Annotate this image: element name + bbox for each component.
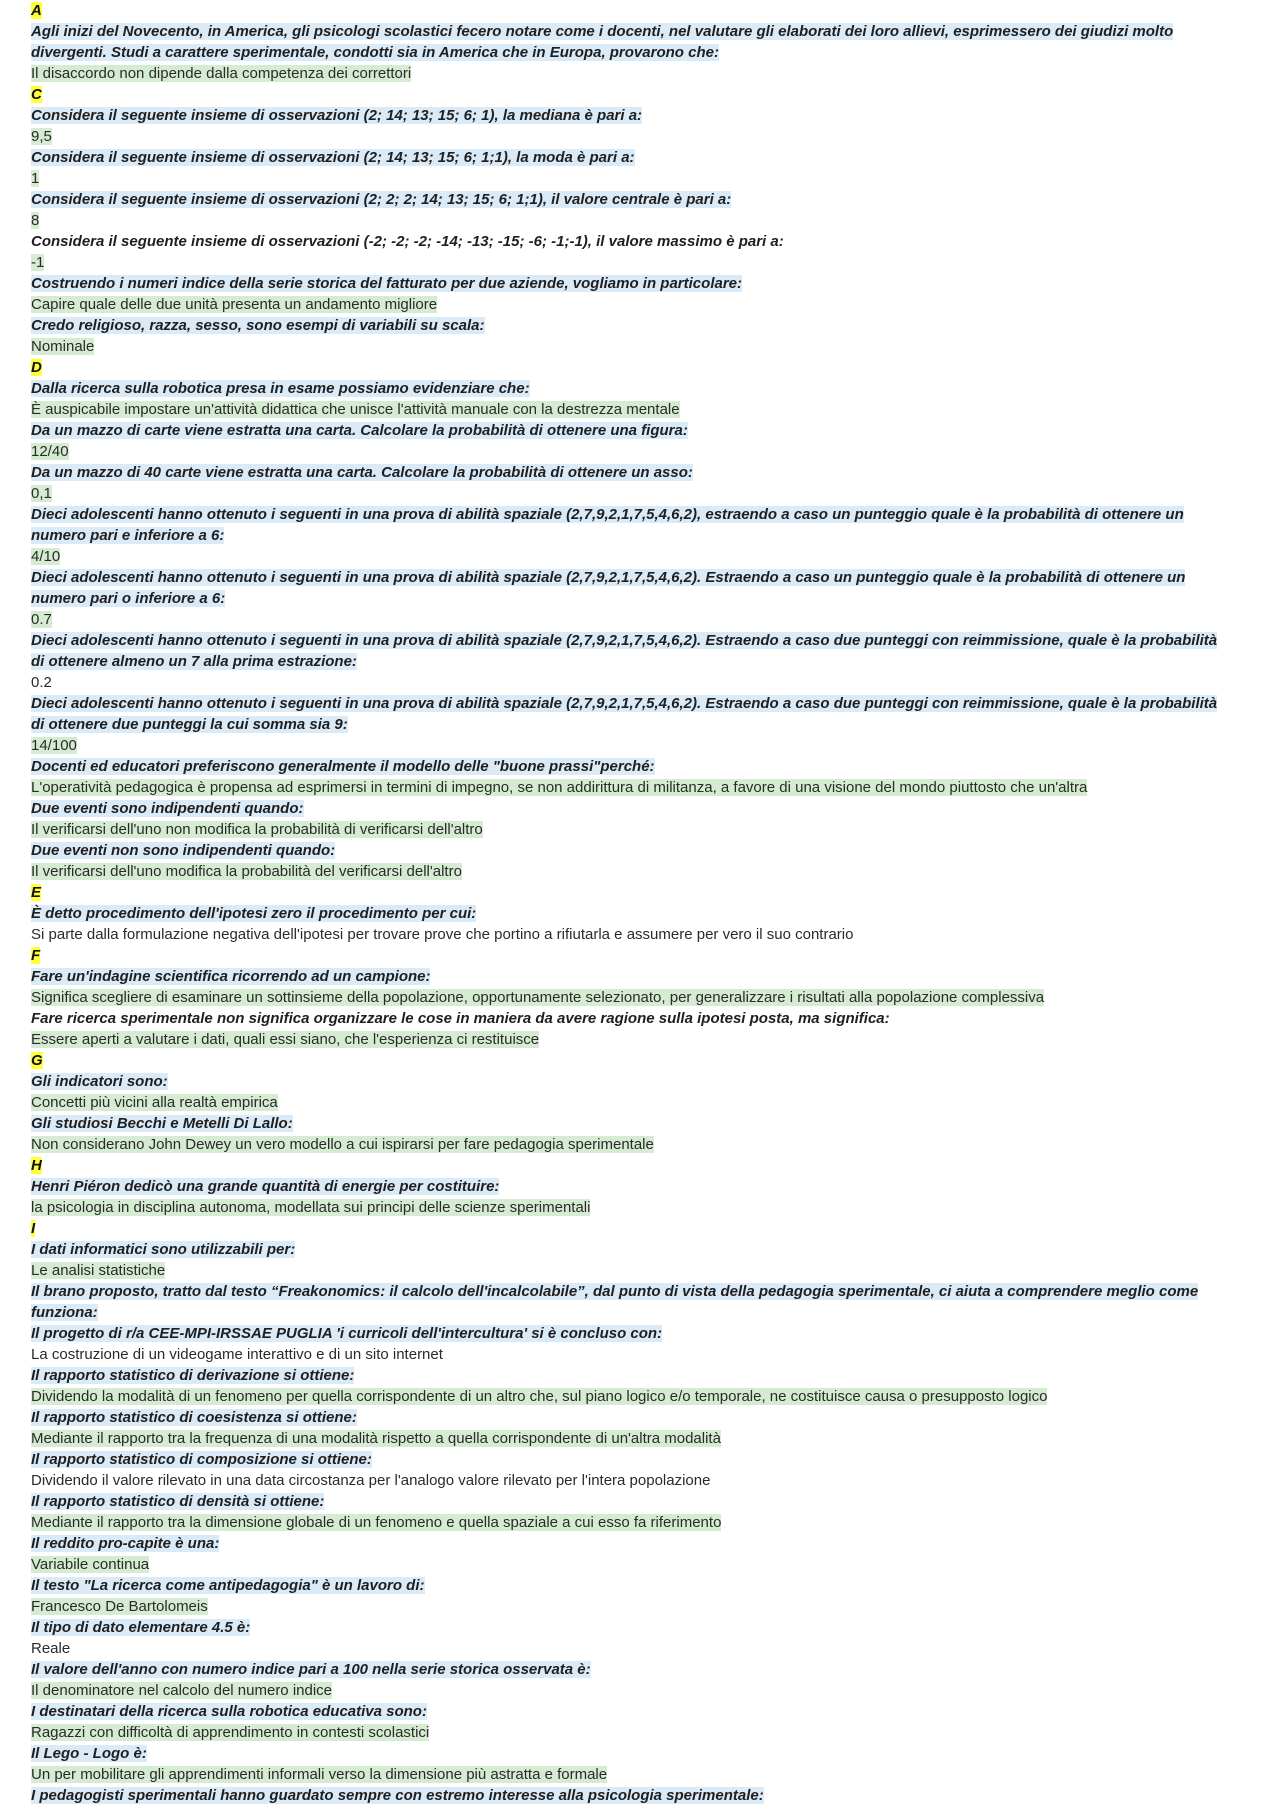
answer-text: [31, 294, 1221, 315]
question-label: Costruendo i numeri indice della serie storica del fatturato per due aziende, vogliamo in particolare:: [31, 275, 742, 292]
question-text: [31, 1575, 1221, 1596]
answer-label: Francesco De Bartolomeis: [31, 1598, 208, 1615]
answer-label: -1: [31, 254, 45, 271]
answer-label: Mediante il rapporto tra la dimensione globale di un fenomeno e quella spaziale a cui esso fa riferimento: [31, 1514, 722, 1531]
answer-text: [31, 1386, 1221, 1407]
question-text: [31, 105, 1221, 126]
question-label: Due eventi sono indipendenti quando:: [31, 800, 304, 817]
question-label: Il rapporto statistico di densità si ottiene:: [31, 1493, 325, 1510]
question-label: Il reddito pro-capite è una:: [31, 1535, 220, 1552]
question-text: [31, 420, 1221, 441]
question-label: Considera il seguente insieme di osservazioni (2; 14; 13; 15; 6; 1), la mediana è pari a:: [31, 107, 643, 124]
answer-text: [31, 546, 1221, 567]
section-letter: [31, 357, 1221, 378]
question-label: Henri Piéron dedicò una grande quantità di energie per costituire:: [31, 1178, 500, 1195]
answer-label: 14/100: [31, 737, 77, 754]
question-text: [31, 1491, 1221, 1512]
question-text: [31, 504, 1221, 546]
question-text: [31, 147, 1221, 168]
question-text: [31, 1281, 1221, 1323]
answer-text: [31, 819, 1221, 840]
question-text: [31, 1239, 1221, 1260]
question-text: [31, 1701, 1221, 1722]
answer-text: [31, 63, 1221, 84]
question-text: [31, 1617, 1221, 1638]
question-text: [31, 693, 1221, 735]
answer-label: È auspicabile impostare un'attività didattica che unisce l'attività manuale con la destrezza mentale: [31, 401, 680, 418]
answer-label: Non considerano John Dewey un vero modello a cui ispirarsi per fare pedagogia sperimentale: [31, 1136, 654, 1153]
question-text: [31, 1533, 1221, 1554]
answer-text: [31, 735, 1221, 756]
section-letter-label: C: [31, 86, 42, 103]
section-letter-label: E: [31, 884, 42, 901]
answer-label: Mediante il rapporto tra la frequenza di una modalità rispetto a quella corrispondente di un'altra modalità: [31, 1430, 721, 1447]
answer-text: [31, 1134, 1221, 1155]
answer-label: Essere aperti a valutare i dati, quali essi siano, che l'esperienza ci restituisce: [31, 1031, 540, 1048]
section-letter-label: F: [31, 947, 41, 964]
question-label: I dati informatici sono utilizzabili per:: [31, 1241, 296, 1258]
answer-text: [31, 1260, 1221, 1281]
answer-text: [31, 861, 1221, 882]
question-label: Il Lego - Logo è:: [31, 1745, 147, 1762]
section-letter-label: G: [31, 1052, 43, 1069]
answer-text: [31, 777, 1221, 798]
answer-label: Concetti più vicini alla realtà empirica: [31, 1094, 278, 1111]
question-text: [31, 1176, 1221, 1197]
question-label: I destinatari della ricerca sulla robotica educativa sono:: [31, 1703, 427, 1720]
answer-text: [31, 1554, 1221, 1575]
section-letter-label: H: [31, 1157, 42, 1174]
answer-text: [31, 1092, 1221, 1113]
answer-text: [31, 1722, 1221, 1743]
question-label: Il rapporto statistico di composizione si ottiene:: [31, 1451, 372, 1468]
answer-label: 0.2: [31, 674, 52, 691]
question-label: Da un mazzo di carte viene estratta una carta. Calcolare la probabilità di ottenere una figura:: [31, 422, 688, 439]
answer-text: [31, 1680, 1221, 1701]
question-label: Agli inizi del Novecento, in America, gli psicologi scolastici fecero notare come i docenti, nel valutare gli elaborati dei loro allievi, esprimessero dei giudizi molto divergenti. Studi a carattere sperimentale, condotti sia in America che in Europa, provarono che:: [31, 23, 1174, 61]
question-label: È detto procedimento dell'ipotesi zero il procedimento per cui:: [31, 905, 477, 922]
question-label: Il brano proposto, tratto dal testo “Freakonomics: il calcolo dell'incalcolabile”, dal punto di vista della pedagogia sperimentale, ci aiuta a comprendere meglio come funziona:: [31, 1283, 1199, 1321]
question-label: Il valore dell'anno con numero indice pari a 100 nella serie storica osservata è:: [31, 1661, 591, 1678]
question-label: Il rapporto statistico di derivazione si ottiene:: [31, 1367, 355, 1384]
question-text: [31, 567, 1221, 609]
question-label: Dieci adolescenti hanno ottenuto i seguenti in una prova di abilità spaziale (2,7,9,2,1,7,5,4,6,2). Estraendo a caso due punteggi con reimmissione, quale è la probabilità di ottenere due punteggi la cui somma sia 9:: [31, 695, 1218, 733]
question-text: [31, 1449, 1221, 1470]
question-text: [31, 1659, 1221, 1680]
answer-text: [31, 399, 1221, 420]
answer-text: [31, 1428, 1221, 1449]
answer-label: la psicologia in disciplina autonoma, modellata sui principi delle scienze sperimentali: [31, 1199, 591, 1216]
answer-label: La costruzione di un videogame interattivo e di un sito internet: [31, 1346, 443, 1363]
answer-label: Variabile continua: [31, 1556, 150, 1573]
question-label: I pedagogisti sperimentali hanno guardato sempre con estremo interesse alla psicologia sperimentale:: [31, 1787, 764, 1804]
answer-text: [31, 1596, 1221, 1617]
answer-label: 8: [31, 212, 40, 229]
question-text: [31, 1071, 1221, 1092]
question-text: [31, 1323, 1221, 1344]
question-label: Il progetto di r/a CEE-MPI-IRSSAE PUGLIA 'i curricoli dell'intercultura' si è concluso con:: [31, 1325, 663, 1342]
answer-label: Capire quale delle due unità presenta un andamento migliore: [31, 296, 438, 313]
question-text: [31, 378, 1221, 399]
answer-text: [31, 1029, 1221, 1050]
answer-text: [31, 1470, 1221, 1491]
answer-label: Il denominatore nel calcolo del numero indice: [31, 1682, 333, 1699]
section-letter: [31, 84, 1221, 105]
question-label: Fare ricerca sperimentale non significa organizzare le cose in maniera da avere ragione sulla ipotesi posta, ma significa:: [31, 1010, 890, 1027]
answer-text: [31, 1764, 1221, 1785]
answer-label: 0,1: [31, 485, 52, 502]
question-text: [31, 315, 1221, 336]
question-text: [31, 21, 1221, 63]
question-label: Considera il seguente insieme di osservazioni (-2; -2; -2; -14; -13; -15; -6; -1;-1), il valore massimo è pari a:: [31, 233, 784, 250]
section-letter: [31, 882, 1221, 903]
answer-label: L'operatività pedagogica è propensa ad esprimersi in termini di impegno, se non addirittura di militanza, a favore di una visione del mondo piuttosto che un'altra: [31, 779, 1088, 796]
question-label: Dieci adolescenti hanno ottenuto i seguenti in una prova di abilità spaziale (2,7,9,2,1,7,5,4,6,2). Estraendo a caso due punteggi con reimmissione, quale è la probabilità di ottenere almeno un 7 alla prima estrazione:: [31, 632, 1218, 670]
question-text: [31, 1365, 1221, 1386]
question-text: [31, 1743, 1221, 1764]
question-text: [31, 630, 1221, 672]
section-letter: [31, 945, 1221, 966]
answer-label: Dividendo la modalità di un fenomeno per quella corrispondente di un altro che, sul piano logico e/o temporale, ne costituisce causa o presupposto logico: [31, 1388, 1048, 1405]
question-text: [31, 1407, 1221, 1428]
question-label: Considera il seguente insieme di osservazioni (2; 14; 13; 15; 6; 1;1), la moda è pari a:: [31, 149, 635, 166]
section-letter-label: D: [31, 359, 42, 376]
answer-text: [31, 987, 1221, 1008]
question-text: [31, 1113, 1221, 1134]
section-letter-label: I: [31, 1220, 36, 1237]
answer-label: 9,5: [31, 128, 52, 145]
question-text: [31, 273, 1221, 294]
question-label: Considera il seguente insieme di osservazioni (2; 2; 2; 14; 13; 15; 6; 1;1), il valore centrale è pari a:: [31, 191, 732, 208]
answer-label: 4/10: [31, 548, 61, 565]
answer-label: Il verificarsi dell'uno modifica la probabilità del verificarsi dell'altro: [31, 863, 462, 880]
answer-text: [31, 336, 1221, 357]
question-text: [31, 903, 1221, 924]
answer-label: Il verificarsi dell'uno non modifica la probabilità di verificarsi dell'altro: [31, 821, 483, 838]
document-page: [31, 0, 1221, 1806]
answer-text: [31, 1512, 1221, 1533]
question-label: Il testo "La ricerca come antipedagogia" è un lavoro di:: [31, 1577, 425, 1594]
section-letter: [31, 1155, 1221, 1176]
answer-text: [31, 1638, 1221, 1659]
section-letter: [31, 0, 1221, 21]
section-letter-label: A: [31, 2, 42, 19]
answer-text: [31, 924, 1221, 945]
question-label: Credo religioso, razza, sesso, sono esempi di variabili su scala:: [31, 317, 485, 334]
question-text: [31, 966, 1221, 987]
question-text: [31, 1008, 1221, 1029]
answer-text: [31, 441, 1221, 462]
answer-text: [31, 483, 1221, 504]
section-letter: [31, 1050, 1221, 1071]
question-text: [31, 1785, 1221, 1806]
answer-text: [31, 168, 1221, 189]
answer-label: 0.7: [31, 611, 52, 628]
answer-label: Nominale: [31, 338, 95, 355]
answer-label: Ragazzi con difficoltà di apprendimento in contesti scolastici: [31, 1724, 430, 1741]
question-text: [31, 189, 1221, 210]
answer-text: [31, 672, 1221, 693]
question-text: [31, 462, 1221, 483]
answer-label: Si parte dalla formulazione negativa dell'ipotesi per trovare prove che portino a rifiutarla e assumere per vero il suo contrario: [31, 926, 854, 943]
answer-text: [31, 1197, 1221, 1218]
question-label: Gli studiosi Becchi e Metelli Di Lallo:: [31, 1115, 293, 1132]
question-text: [31, 798, 1221, 819]
question-label: Dalla ricerca sulla robotica presa in esame possiamo evidenziare che:: [31, 380, 530, 397]
question-text: [31, 231, 1221, 252]
question-label: Due eventi non sono indipendenti quando:: [31, 842, 336, 859]
answer-label: Il disaccordo non dipende dalla competenza dei correttori: [31, 65, 412, 82]
answer-label: Reale: [31, 1640, 71, 1657]
answer-label: Significa scegliere di esaminare un sottinsieme della popolazione, opportunamente selezionato, per generalizzare i risultati alla popolazione complessiva: [31, 989, 1045, 1006]
question-label: Fare un'indagine scientifica ricorrendo ad un campione:: [31, 968, 431, 985]
answer-label: Dividendo il valore rilevato in una data circostanza per l'analogo valore rilevato per l'intera popolazione: [31, 1472, 711, 1489]
answer-label: 12/40: [31, 443, 69, 460]
question-label: Dieci adolescenti hanno ottenuto i seguenti in una prova di abilità spaziale (2,7,9,2,1,7,5,4,6,2), estraendo a caso un punteggio quale è la probabilità di ottenere un numero pari e inferiore a 6:: [31, 506, 1184, 544]
answer-label: Un per mobilitare gli apprendimenti informali verso la dimensione più astratta e formale: [31, 1766, 608, 1783]
section-letter: [31, 1218, 1221, 1239]
answer-text: [31, 609, 1221, 630]
question-label: Dieci adolescenti hanno ottenuto i seguenti in una prova di abilità spaziale (2,7,9,2,1,7,5,4,6,2). Estraendo a caso un punteggio quale è la probabilità di ottenere un numero pari o inferiore a 6:: [31, 569, 1186, 607]
question-text: [31, 840, 1221, 861]
question-label: Il tipo di dato elementare 4.5 è:: [31, 1619, 251, 1636]
question-text: [31, 756, 1221, 777]
answer-text: [31, 210, 1221, 231]
answer-text: [31, 1344, 1221, 1365]
answer-text: [31, 252, 1221, 273]
question-label: Docenti ed educatori preferiscono generalmente il modello delle "buone prassi"perché:: [31, 758, 655, 775]
question-label: Da un mazzo di 40 carte viene estratta una carta. Calcolare la probabilità di ottenere un asso:: [31, 464, 693, 481]
question-label: Gli indicatori sono:: [31, 1073, 168, 1090]
answer-text: [31, 126, 1221, 147]
question-label: Il rapporto statistico di coesistenza si ottiene:: [31, 1409, 357, 1426]
answer-label: 1: [31, 170, 40, 187]
answer-label: Le analisi statistiche: [31, 1262, 166, 1279]
